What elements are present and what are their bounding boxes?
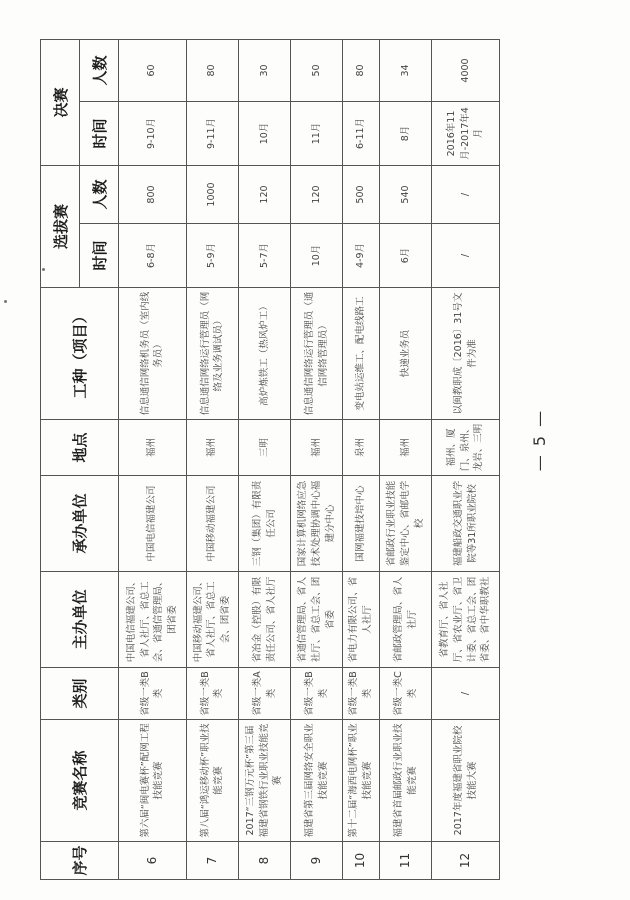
cell-category: 省级一类B类 <box>186 668 238 720</box>
cell-final-count: 50 <box>291 39 343 101</box>
document-page <box>40 40 580 880</box>
cell-category: 省级一类B类 <box>291 668 343 720</box>
cell-final-count: 34 <box>380 39 432 101</box>
cell-prelim-time: / <box>432 224 500 288</box>
cell-host: 省电力有限公司、省人社厅 <box>343 572 380 668</box>
cell-final-time: 6-11月 <box>343 101 380 165</box>
table-row <box>291 39 343 879</box>
header-prelim-count: 人数 <box>80 165 119 223</box>
cell-final-time: 8月 <box>380 101 432 165</box>
cell-name: 第八届“鸿运移动杯”职业技能竞赛 <box>186 720 238 842</box>
cell-prelim-time: 6-8月 <box>119 224 187 288</box>
cell-final-time: 9-11月 <box>186 101 238 165</box>
header-name: 竞赛名称 <box>41 720 119 842</box>
cell-host: 省通信管理局、省人社厅、省总工会、团省委 <box>291 572 343 668</box>
table-row <box>432 39 500 879</box>
cell-location: 福州、厦门、泉州、龙岩、三明 <box>432 420 500 476</box>
cell-trade: 高炉炼铁工（热风炉工） <box>238 288 290 420</box>
cell-trade: 快递业务员 <box>380 288 432 420</box>
header-final-count: 人数 <box>80 39 119 101</box>
header-seq: 序号 <box>41 842 119 880</box>
table-row <box>380 39 432 879</box>
cell-host: 省邮政管理局、省人社厅 <box>380 572 432 668</box>
rotated-content <box>40 40 580 880</box>
cell-final-count: 4000 <box>432 39 500 101</box>
cell-trade: 信息通信网络运行管理员（网络及业务调试员） <box>186 288 238 420</box>
cell-final-count: 80 <box>343 39 380 101</box>
cell-trade: 变电站运维工、配电线路工 <box>343 288 380 420</box>
cell-name: 第六届“闽电赛杯”配网工程技能竞赛 <box>119 720 187 842</box>
header-trade: 工种（项目） <box>41 288 119 420</box>
cell-prelim-count: 1000 <box>186 165 238 223</box>
cell-trade: 信息通信网络运行管理员（通信网络管理员） <box>291 288 343 420</box>
cell-seq: 10 <box>343 842 380 880</box>
cell-final-time: 10月 <box>238 101 290 165</box>
scan-speck <box>42 268 45 271</box>
cell-trade: 信息通信网络机务员（室内线务员） <box>119 288 187 420</box>
cell-category: 省级一类C类 <box>380 668 432 720</box>
cell-host: 省教育厅、省人社厅、省农业厅、省卫计委、省总工会、团省委、省中华职教社 <box>432 572 500 668</box>
cell-location: 三明 <box>238 420 290 476</box>
cell-name: 2017“三钢万元杯”第三届福建省钢铁行业职业技能竞赛 <box>238 720 290 842</box>
cell-name: 第十二届“海西电网杯”职业技能竞赛 <box>343 720 380 842</box>
cell-organizer: 中国移动福建公司 <box>186 476 238 572</box>
cell-prelim-time: 10月 <box>291 224 343 288</box>
cell-host: 省冶金（控股）有限责任公司、省人社厅 <box>238 572 290 668</box>
cell-category: 省级一类B类 <box>343 668 380 720</box>
cell-location: 福州 <box>186 420 238 476</box>
cell-prelim-count: 500 <box>343 165 380 223</box>
cell-location: 福州 <box>380 420 432 476</box>
cell-prelim-time: 6月 <box>380 224 432 288</box>
cell-seq: 9 <box>291 842 343 880</box>
cell-seq: 8 <box>238 842 290 880</box>
cell-name: 2017年度福建省职业院校技能大赛 <box>432 720 500 842</box>
cell-seq: 12 <box>432 842 500 880</box>
table-row <box>343 39 380 879</box>
cell-final-time: 9-10月 <box>119 101 187 165</box>
cell-organizer: 国网福建技培中心 <box>343 476 380 572</box>
cell-category: 省级一类A类 <box>238 668 290 720</box>
cell-seq: 11 <box>380 842 432 880</box>
cell-seq: 7 <box>186 842 238 880</box>
header-organizer: 承办单位 <box>41 476 119 572</box>
header-host: 主办单位 <box>41 572 119 668</box>
cell-prelim-count: 540 <box>380 165 432 223</box>
cell-organizer: 三钢（集团）有限责任公司 <box>238 476 290 572</box>
cell-final-count: 30 <box>238 39 290 101</box>
header-row-1 <box>41 39 80 879</box>
cell-organizer: 省邮政行业职业技能鉴定中心、省邮电学校 <box>380 476 432 572</box>
cell-location: 福州 <box>119 420 187 476</box>
header-final: 决赛 <box>41 39 80 165</box>
competition-table <box>40 39 500 880</box>
cell-organizer: 福建船政交通职业学院等31所职业院校 <box>432 476 500 572</box>
cell-category: 省级一类B类 <box>119 668 187 720</box>
cell-host: 中国移动福建公司、省人社厅、省总工会、团省委 <box>186 572 238 668</box>
cell-category: / <box>432 668 500 720</box>
table-row <box>238 39 290 879</box>
cell-organizer: 国家计算机网络应急技术处理协调中心福建分中心 <box>291 476 343 572</box>
cell-prelim-count: / <box>432 165 500 223</box>
table-row <box>186 39 238 879</box>
header-category: 类别 <box>41 668 119 720</box>
scan-speck <box>4 300 7 303</box>
cell-seq: 6 <box>119 842 187 880</box>
cell-location: 泉州 <box>343 420 380 476</box>
cell-prelim-time: 5-7月 <box>238 224 290 288</box>
page-number: — 5 — <box>530 408 549 472</box>
cell-trade: 以闽教职成〔2016〕31号文件为准 <box>432 288 500 420</box>
cell-name: 福建省首届邮政行业职业技能竞赛 <box>380 720 432 842</box>
cell-host: 中国电信福建公司、省人社厅、省总工会、省通信管理局、团省委 <box>119 572 187 668</box>
cell-final-time: 11月 <box>291 101 343 165</box>
cell-name: 福建省第三届网络安全职业技能竞赛 <box>291 720 343 842</box>
header-prelim-time: 时间 <box>80 224 119 288</box>
table-row <box>119 39 187 879</box>
cell-location: 福州 <box>291 420 343 476</box>
cell-final-count: 60 <box>119 39 187 101</box>
cell-organizer: 中国电信福建公司 <box>119 476 187 572</box>
cell-prelim-count: 800 <box>119 165 187 223</box>
cell-prelim-time: 5-9月 <box>186 224 238 288</box>
cell-final-time: 2016年11月-2017年4月 <box>432 101 500 165</box>
cell-prelim-count: 120 <box>291 165 343 223</box>
header-location: 地点 <box>41 420 119 476</box>
cell-prelim-count: 120 <box>238 165 290 223</box>
cell-prelim-time: 4-9月 <box>343 224 380 288</box>
cell-final-count: 80 <box>186 39 238 101</box>
header-final-time: 时间 <box>80 101 119 165</box>
header-prelim: 选拔赛 <box>41 165 80 287</box>
